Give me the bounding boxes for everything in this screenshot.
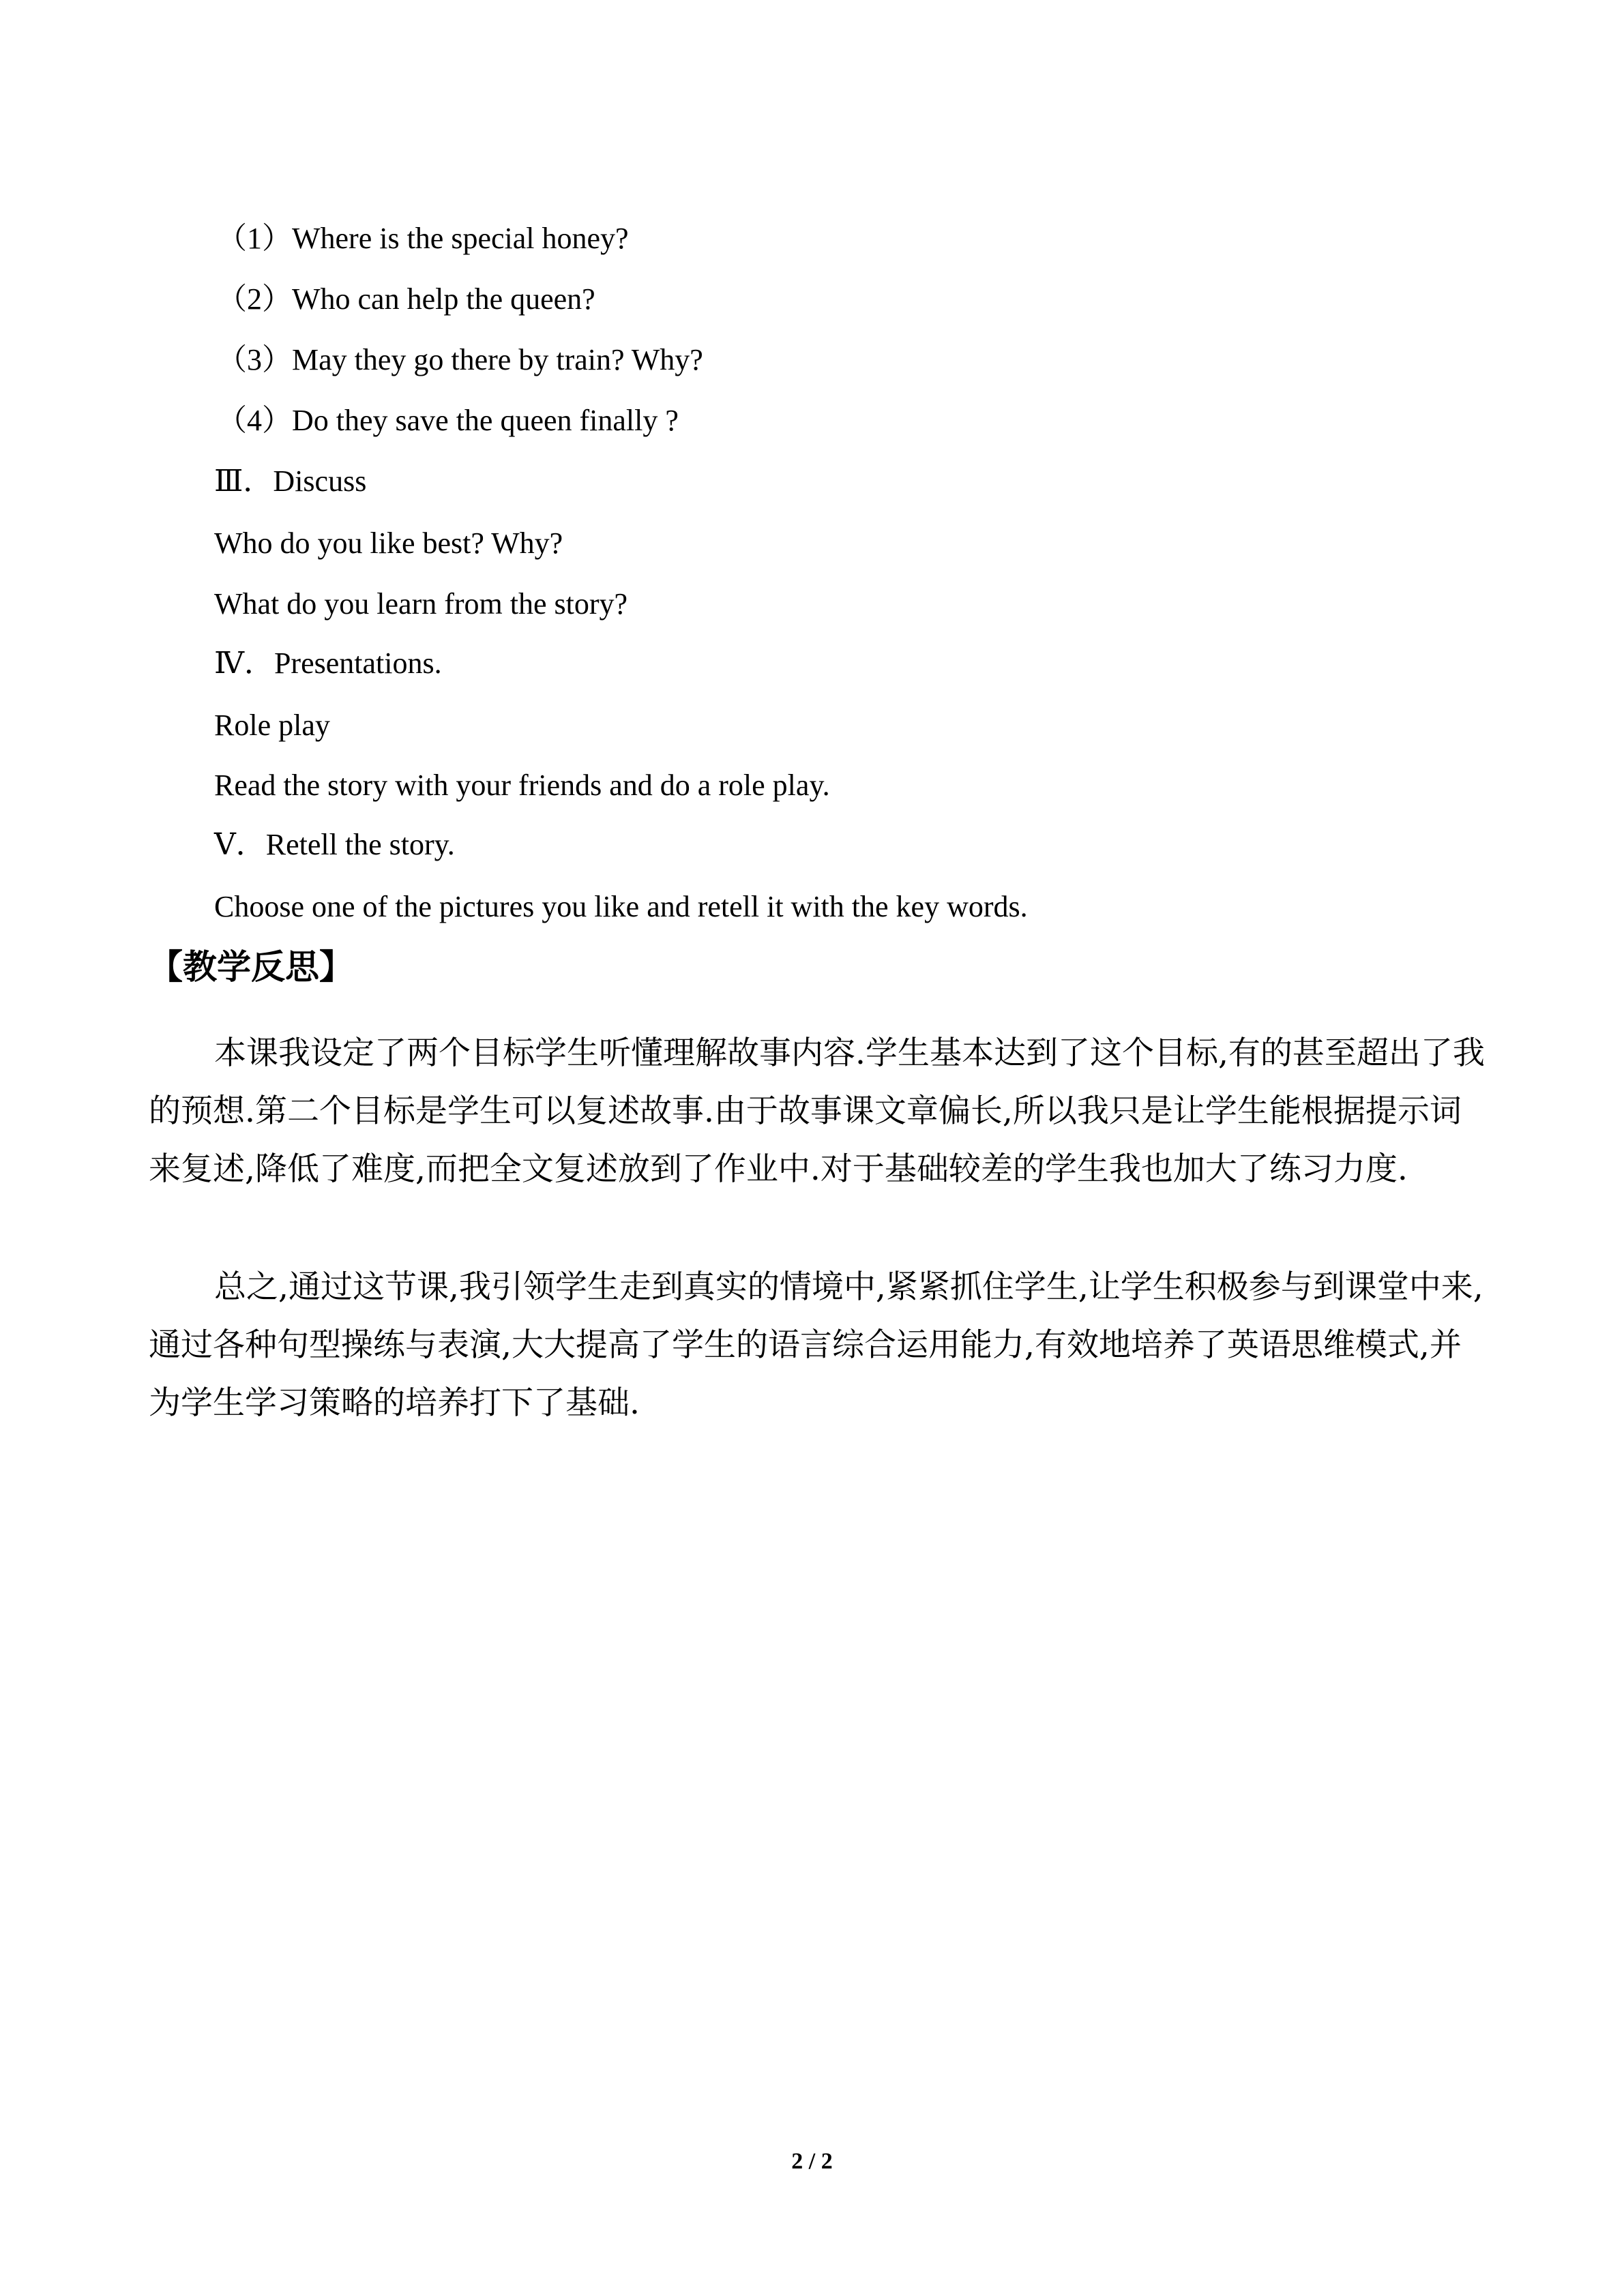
reflection-heading: 【教学反思】 (149, 947, 353, 987)
role-play-title: Role play (214, 709, 330, 742)
question-3: （3）May they go there by train? Why? (217, 343, 703, 376)
discuss-question-2: What do you learn from the story? (214, 587, 628, 621)
section-presentations-title: Ⅳ．Presentations. (214, 646, 442, 680)
question-1: （1）Where is the special honey? (217, 222, 629, 255)
retell-text: Choose one of the pictures you like and retell it with the key words. (214, 890, 1028, 923)
page-number: 2 / 2 (791, 2149, 833, 2174)
section-discuss-title: Ⅲ．Discuss (214, 464, 367, 498)
role-play-text: Read the story with your friends and do a role play. (214, 769, 830, 802)
question-4: （4）Do they save the queen finally ? (217, 404, 679, 437)
reflection-paragraph-2: 总之,通过这节课,我引领学生走到真实的情境中,紧紧抓住学生,让学生积极参与到课堂中来,通过各种句型操练与表演,大大提高了学生的语言综合运用能力,有效地培养了英语思维模式,并为学生学习策略的培养打下了基础. (149, 1268, 1483, 1422)
reflection-paragraph-1: 本课我设定了两个目标学生听懂理解故事内容.学生基本达到了这个目标,有的甚至超出了我的预想.第二个目标是学生可以复述故事.由于故事课文章偏长,所以我只是让学生能根据提示词来复述,降低了难度,而把全文复述放到了作业中.对于基础较差的学生我也加大了练习力度. (149, 1034, 1485, 1188)
section-retell-title: Ⅴ．Retell the story. (214, 828, 455, 861)
question-2: （2）Who can help the queen? (217, 282, 595, 316)
discuss-question-1: Who do you like best? Why? (214, 526, 563, 560)
